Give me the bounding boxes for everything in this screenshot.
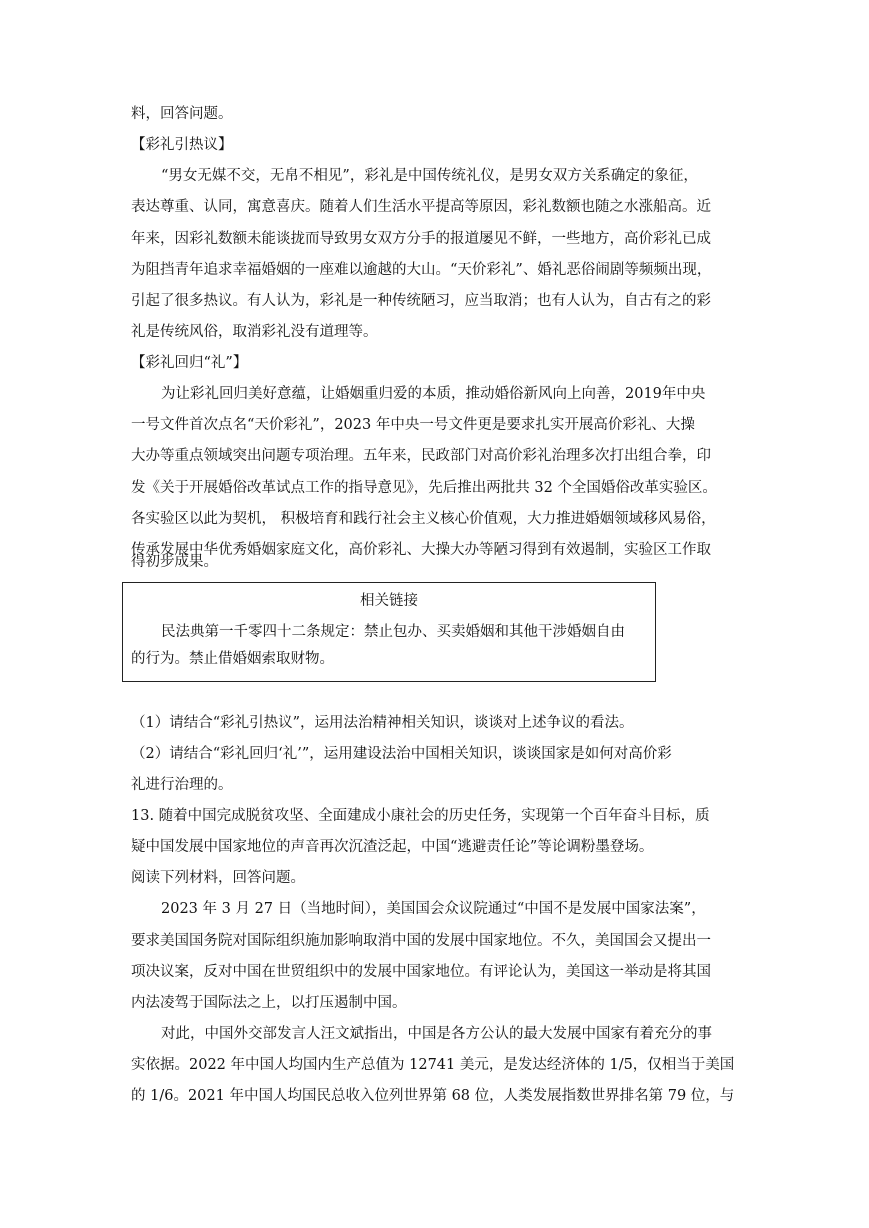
text-line: 料，回答问题。 bbox=[131, 106, 233, 122]
box-text-line: 民法典第一千零四十二条规定：禁止包办、买卖婚姻和其他干涉婚姻自由 bbox=[161, 624, 625, 640]
text-line: 得初步成果。 bbox=[131, 554, 218, 570]
box-title: 相关链接 bbox=[360, 593, 418, 609]
text-line: 的 1/6。2021 年中国人均国民总收入位列世界第 68 位，人类发展指数世界排名第 79 位，与 bbox=[131, 1088, 735, 1104]
text-line: 表达尊重、认同，寓意喜庆。随着人们生活水平提高等原因，彩礼数额也随之水涨船高。近 bbox=[131, 199, 711, 215]
question-2-cont: 礼进行治理的。 bbox=[131, 777, 233, 793]
text-line: 阅读下列材料，回答问题。 bbox=[131, 870, 305, 886]
text-line: 礼是传统风俗，取消彩礼没有道理等。 bbox=[131, 324, 378, 340]
text-line: 年来，因彩礼数额未能谈拢而导致男女双方分手的报道屡见不鲜，一些地方，高价彩礼已成 bbox=[131, 231, 711, 247]
text-line: 引起了很多热议。有人认为，彩礼是一种传统陋习，应当取消；也有人认为，自古有之的彩 bbox=[131, 293, 711, 309]
question-13: 13. 随着中国完成脱贫攻坚、全面建成小康社会的历史任务，实现第一个百年奋斗目标，质 bbox=[131, 808, 710, 824]
text-line: 为阻挡青年追求幸福婚姻的一座难以逾越的大山。“天价彩礼”、婚礼恶俗闹剧等频频出现， bbox=[131, 262, 712, 278]
text-line: 大办等重点领域突出问题专项治理。五年来，民政部门对高价彩礼治理多次打出组合拳，印 bbox=[131, 448, 711, 464]
section-heading: 【彩礼引热议】 bbox=[131, 137, 233, 153]
question-2: （2）请结合“彩礼回归‘礼’”，运用建设法治中国相关知识，谈谈国家是如何对高价彩 bbox=[131, 746, 672, 762]
text-line: 为让彩礼回归美好意蕴，让婚姻重归爱的本质，推动婚俗新风向上向善，2019年中央 bbox=[161, 386, 706, 402]
text-line: 项决议案，反对中国在世贸组织中的发展中国家地位。有评论认为，美国这一举动是将其国 bbox=[131, 964, 711, 980]
text-line: 对此，中国外交部发言人汪文斌指出，中国是各方公认的最大发展中国家有着充分的事 bbox=[161, 1026, 712, 1042]
text-line: 传承发展中华优秀婚姻家庭文化，高价彩礼、大操大办等陋习得到有效遏制，实验区工作取 bbox=[131, 542, 711, 558]
text-line: 一号文件首次点名“天价彩礼”，2023 年中央一号文件更是要求扎实开展高价彩礼、大操 bbox=[131, 417, 695, 433]
text-line: 疑中国发展中国家地位的声音再次沉渣泛起，中国“逃避责任论”等论调粉墨登场。 bbox=[131, 839, 654, 855]
section-heading: 【彩礼回归“礼”】 bbox=[131, 355, 248, 371]
text-line: “男女无媒不交，无帛不相见”，彩礼是中国传统礼仪，是男女双方关系确定的象征， bbox=[161, 168, 698, 184]
text-line: 2023 年 3 月 27 日（当地时间），美国国会众议院通过“中国不是发展中国家法案”， bbox=[161, 901, 706, 917]
text-line: 要求美国国务院对国际组织施加影响取消中国的发展中国家地位。不久，美国国会又提出一 bbox=[131, 933, 711, 949]
text-line: 各实验区以此为契机， 积极培育和践行社会主义核心价值观，大力推进婚姻领域移风易俗， bbox=[131, 511, 716, 527]
question-1: （1）请结合“彩礼引热议”，运用法治精神相关知识，谈谈对上述争议的看法。 bbox=[131, 715, 634, 731]
box-text-line: 的行为。禁止借婚姻索取财物。 bbox=[131, 651, 334, 667]
text-line: 发《关于开展婚俗改革试点工作的指导意见》，先后推出两批共 32 个全国婚俗改革实验区。 bbox=[131, 480, 717, 496]
related-link-box bbox=[122, 582, 656, 682]
text-line: 实依据。2022 年中国人均国内生产总值为 12741 美元，是发达经济体的 1/5，仅相当于美国 bbox=[131, 1057, 735, 1073]
text-line: 内法凌驾于国际法之上，以打压遏制中国。 bbox=[131, 995, 407, 1011]
